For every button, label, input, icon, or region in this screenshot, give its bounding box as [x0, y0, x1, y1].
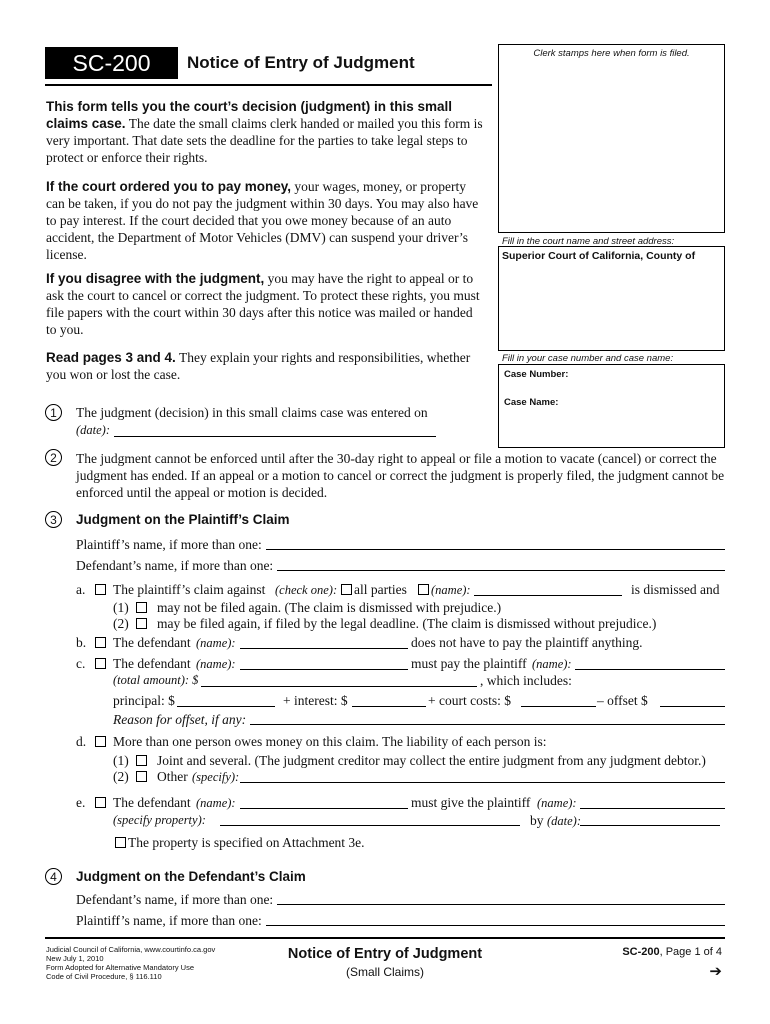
item-3a-checkbox[interactable] [95, 584, 106, 595]
item-3c-court-costs-label: + court costs: $ [428, 693, 511, 708]
item-3a-letter: a. [76, 582, 86, 597]
item-3c-text: The defendant [113, 656, 191, 671]
item-3-title: Judgment on the Plaintiff’s Claim [76, 512, 290, 527]
item-3d2-checkbox[interactable] [136, 771, 147, 782]
item-3c-principal-label: principal: $ [113, 693, 175, 708]
item-2-text: The judgment cannot be enforced until after the 30-day right to appeal or file a motion to vacate (cancel) or correct the judgment has ended. If an appeal or a motion to cancel or correct the judgment is properly filed, the judgment cannot be enforced until the appeal or motion is decided. [76, 451, 725, 500]
item-3a2-num: (2) [113, 616, 129, 631]
item-3c-must-pay: must pay the plaintiff [411, 656, 527, 671]
item-3b-name-field[interactable] [240, 648, 408, 649]
item-3d2-num: (2) [113, 769, 129, 784]
intro-p3-bold: If you disagree with the judgment, [46, 271, 265, 286]
case-box-label: Fill in your case number and case name: [502, 353, 674, 364]
item-3d1-text: Joint and several. (The judgment creditor may collect the entire judgment from any judgment debtor.) [157, 753, 706, 768]
item-3-number: 3 [45, 511, 62, 528]
footer-page-number: , Page 1 of 4 [659, 946, 722, 958]
item-2-number: 2 [45, 449, 62, 466]
footer-rule [45, 937, 725, 939]
intro-p4-bold: Read pages 3 and 4. [46, 350, 176, 365]
item-3a-name-label: (name): [431, 583, 471, 597]
item-3a2-checkbox[interactable] [136, 618, 147, 629]
item-1-text: The judgment (decision) in this small claims case was entered on [76, 405, 428, 420]
item-3c-defendant-field[interactable] [240, 669, 408, 670]
item-3e-checkbox[interactable] [95, 797, 106, 808]
item-3c-reason-offset-label: Reason for offset, if any: [113, 712, 247, 727]
item-3c-reason-offset-field[interactable] [250, 724, 725, 725]
footer-subtitle: (Small Claims) [346, 965, 424, 979]
item-3e-specify-property-label: (specify property): [113, 813, 206, 827]
item-3a-check-one: (check one): [275, 583, 338, 597]
item-3d-letter: d. [76, 734, 87, 749]
item-3e-letter: e. [76, 795, 86, 810]
item-3e-defendant-field[interactable] [240, 808, 408, 809]
footer-title: Notice of Entry of Judgment [287, 946, 483, 962]
item-3e-date-field[interactable] [580, 825, 720, 826]
item-3e-text: The defendant [113, 795, 191, 810]
item-3d2-specify: (specify): [192, 770, 240, 784]
case-box[interactable] [498, 364, 725, 448]
item-4-plaintiff-name-label: Plaintiff’s name, if more than one: [76, 913, 262, 928]
court-box[interactable] [498, 246, 725, 351]
item-4-number: 4 [45, 868, 62, 885]
item-3a1-num: (1) [113, 600, 129, 615]
item-3c-checkbox[interactable] [95, 658, 106, 669]
intro-p3-text: you may have the right to appeal or to ask the court to cancel or correct the judgment. To protect these rights, you must file papers with the court within 30 days after this notice was mailed or handed to you. [46, 271, 480, 337]
item-3e-property-field[interactable] [220, 825, 520, 826]
item-3d1-num: (1) [113, 753, 129, 768]
page-title: Notice of Entry of Judgment [187, 53, 415, 72]
item-3-defendant-name-field[interactable] [277, 570, 725, 571]
item-3b-name-label: (name): [196, 636, 236, 650]
item-1-number: 1 [45, 404, 62, 421]
item-3e-name-label: (name): [196, 796, 236, 810]
item-3d-text: More than one person owes money on this claim. The liability of each person is: [113, 734, 547, 749]
item-3-plaintiff-name-field[interactable] [266, 549, 725, 550]
item-3c-plaintiff-name-label: (name): [532, 657, 572, 671]
intro-paragraph-1 [46, 98, 486, 166]
court-name: Superior Court of California, County of [502, 250, 696, 262]
intro-paragraph-4 [46, 349, 486, 383]
form-id: SC-200 [72, 50, 151, 76]
item-3e-by: by [530, 813, 544, 828]
item-3c-principal-field[interactable] [177, 706, 275, 707]
item-3c-total-amount-field[interactable] [201, 686, 477, 687]
case-name-label: Case Name: [504, 397, 559, 408]
item-3c-name-label: (name): [196, 657, 236, 671]
next-page-arrow-icon[interactable]: ➔ [709, 963, 722, 980]
footer-line-2: New July 1, 2010 [46, 954, 104, 963]
item-1-date-field[interactable] [114, 436, 436, 437]
footer-line-4: Code of Civil Procedure, § 116.110 [46, 972, 162, 981]
item-4-defendant-name-label: Defendant’s name, if more than one: [76, 892, 274, 907]
item-3-plaintiff-name-label: Plaintiff’s name, if more than one: [76, 537, 262, 552]
item-4-title: Judgment on the Defendant’s Claim [76, 869, 306, 884]
clerk-stamp-box [498, 44, 725, 233]
item-3a-name-checkbox[interactable] [418, 584, 429, 595]
item-3d2-text: Other [157, 769, 188, 784]
intro-p4-text: They explain your rights and responsibilities, whether you won or lost the case. [46, 350, 471, 382]
item-3e-date-label: (date): [547, 814, 582, 828]
item-3a-text: The plaintiff’s claim against [113, 582, 266, 597]
footer-line-1: Judicial Council of California, www.courtinfo.ca.gov [46, 945, 216, 954]
form-id-badge [45, 47, 178, 79]
item-3c-court-costs-field[interactable] [521, 706, 596, 707]
intro-paragraph-3 [46, 270, 486, 338]
case-number-label: Case Number: [504, 369, 569, 380]
item-3a-all-parties-checkbox[interactable] [341, 584, 352, 595]
footer-form-id: SC-200 [622, 946, 660, 958]
item-3d1-checkbox[interactable] [136, 755, 147, 766]
intro-p2-text: your wages, money, or property can be taken, if you do not pay the judgment within 30 days. You may also have to pay interest. If the court decided that you owe money because of an auto accident, the Department of Motor Vehicles (DMV) can suspend your driver’s license. [46, 179, 479, 262]
item-3e-attachment-checkbox[interactable] [115, 837, 126, 848]
intro-paragraph-2 [46, 178, 486, 263]
item-3a-is-dismissed: is dismissed and [631, 582, 720, 597]
item-3e-plaintiff-name-label: (name): [537, 796, 577, 810]
item-3a1-checkbox[interactable] [136, 602, 147, 613]
header-rule [45, 84, 492, 86]
item-3c-interest-label: + interest: $ [283, 693, 348, 708]
item-3e-attachment-text: The property is specified on Attachment 3e. [128, 835, 365, 850]
item-3b-text: The defendant [113, 635, 191, 650]
intro-p1-bold: This form tells you the court’s decision (judgment) in this small claims case. [46, 99, 453, 131]
court-box-label: Fill in the court name and street address: [502, 236, 675, 247]
item-3e-must-give: must give the plaintiff [411, 795, 531, 810]
item-3c-plaintiff-field[interactable] [575, 669, 725, 670]
item-3b-letter: b. [76, 635, 87, 650]
item-3a1-text: may not be filed again. (The claim is dismissed with prejudice.) [157, 600, 502, 615]
item-3e-plaintiff-field[interactable] [580, 808, 725, 809]
item-3d2-specify-field[interactable] [240, 782, 725, 783]
item-3a-all-parties-label: all parties [354, 582, 407, 597]
item-3a2-text: may be filed again, if filed by the legal deadline. (The claim is dismissed without prejudice.) [157, 616, 657, 631]
item-4-defendant-name-field[interactable] [277, 904, 725, 905]
item-3c-letter: c. [76, 656, 86, 671]
item-3c-offset-label: – offset $ [597, 693, 648, 708]
footer-page-info [622, 946, 722, 958]
footer-citation [46, 945, 215, 981]
item-3b-rest: does not have to pay the plaintiff anything. [411, 635, 643, 650]
footer-line-3: Form Adopted for Alternative Mandatory Use [46, 963, 194, 972]
item-3a-name-field[interactable] [474, 595, 622, 596]
item-3c-total-amount-label: (total amount): $ [113, 673, 199, 687]
item-3b-checkbox[interactable] [95, 637, 106, 648]
item-1-date-label: (date): [76, 423, 111, 437]
item-3c-interest-field[interactable] [352, 706, 426, 707]
item-3-defendant-name-label: Defendant’s name, if more than one: [76, 558, 274, 573]
intro-p2-bold: If the court ordered you to pay money, [46, 179, 292, 194]
item-4-plaintiff-name-field[interactable] [266, 925, 725, 926]
intro-p1-text: The date the small claims clerk handed or mailed you this form is very important. That date sets the deadline for the parties to take legal steps to protect or enforce their rights. [46, 116, 483, 165]
item-3c-offset-field[interactable] [660, 706, 725, 707]
item-3c-which-includes: , which includes: [480, 673, 572, 688]
clerk-stamp-note: Clerk stamps here when form is filed. [533, 48, 690, 59]
item-3d-checkbox[interactable] [95, 736, 106, 747]
